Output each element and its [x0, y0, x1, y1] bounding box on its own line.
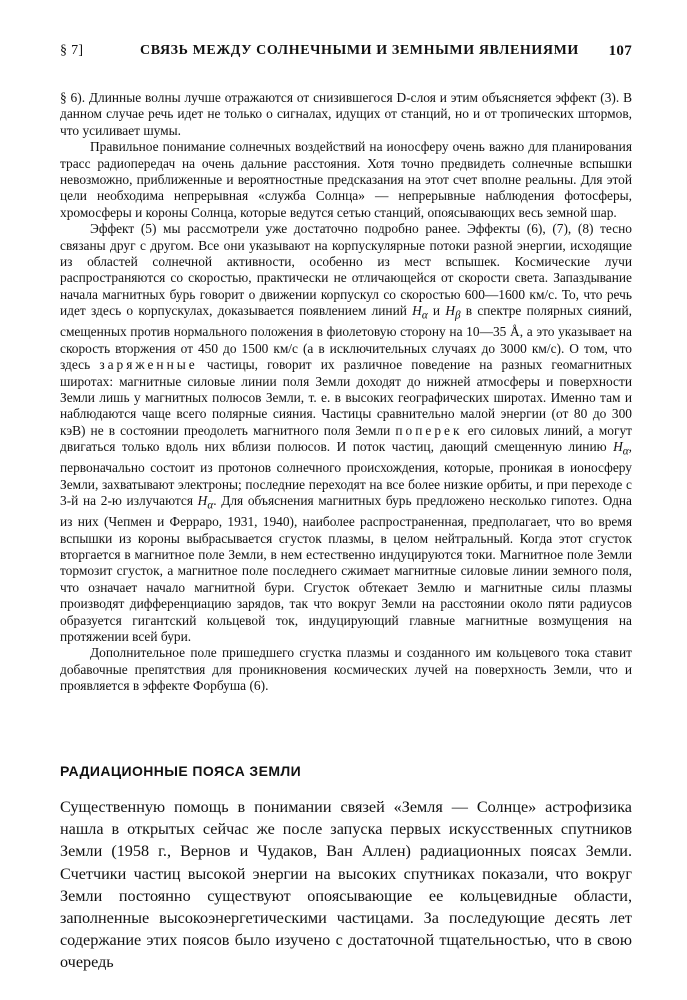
- page-number: 107: [608, 43, 632, 59]
- paragraph-2: Правильное понимание солнечных воздействий на ионосферу очень важно для планирования трасс радиопередач на очень дальние расстояния. Хотя точно предвидеть солнечные вспышки невозможно, приближенные и вероятностные предсказания на этот счет вполне реальны. Для этой цели необходима непрерывная «служба Солнца» — непрерывные наблюдения фотосферы, хромосферы и короны Солнца, которые ведутся сетью станций, опоясывающих весь земной шар.: [60, 139, 632, 220]
- text-run: Эффект (5) мы рассмотрели уже достаточно подробно ранее. Эффекты (6), (7), (8) тесно связаны друг с другом. Все они указывают на корпускулярные потоки разной энергии, исходящие из областей солнечной активности, особенно из мест вспышек. Космические лучи распространяются со скоростью, практически не отличающейся от скорости света. Запаздывание начала магнитных бурь говорит о движении корпускул со скоростью 600—1600 км/с. То, что речь идет здесь о корпускулах, доказывается появлением линий: [60, 221, 632, 319]
- emphasis-across: поперек: [395, 422, 463, 438]
- section-heading: РАДИАЦИОННЫЕ ПОЯСА ЗЕМЛИ: [60, 763, 302, 779]
- paragraph-4: Дополнительное поле пришедшего сгустка плазмы и созданного им кольцевого тока ставит добавочные препятствия для проникновения космических лучей на поверхность Земли, что и проявляется в эффекте Форбуша (6).: [60, 645, 632, 694]
- h-alpha-symbol: $H_\alpha$: [412, 303, 428, 322]
- section-marker: § 7]: [60, 43, 84, 58]
- h-alpha-symbol: $H_\alpha$: [613, 439, 629, 458]
- running-head: [60, 43, 632, 63]
- emphasis-charged: заряженные: [99, 357, 198, 373]
- text-run: и: [427, 303, 446, 319]
- text-run: , первоначально состоит из протонов солнечного происхождения, которые, проникая в ионосферу Земли, захватывают электроны; последние переходят на все более низкие орбиты, и при переходе с 3-й на 2-ю излучаются: [60, 439, 632, 509]
- h-beta-symbol: $H_\beta$: [445, 303, 461, 322]
- text-run: его силовых линий, а могут двигаться только вдоль них вблизи полюсов. И поток частиц, дающий смещенную линию: [60, 422, 632, 455]
- running-title: СВЯЗЬ МЕЖДУ СОЛНЕЧНЫМИ И ЗЕМНЫМИ ЯВЛЕНИЯМИ: [140, 43, 579, 58]
- paragraph-3: [60, 221, 632, 645]
- text-run: . Для объяснения магнитных бурь предложено несколько гипотез. Одна из них (Чепмен и Ферраро, 1931, 1940), наиболее распространенная, предполагает, что во время вспышки из короны выбрасывается сгусток плазмы, в целом нейтральный. Когда этот сгусток вторгается в магнитное поле Земли, в нем естественно индуцируются токи. Магнитное поле Земли тормозит сгусток, а магнитное поле последнего сжимает магнитные силовые линии земного поля, что означает начало магнитной бури. Сгусток обтекает Землю и магнитные силы плазмы производят дифференциацию зарядов, так что вокруг Земли на расстоянии около пяти радиусов образуется гигантский кольцевой ток, индуцирующий главные магнитные возмущения на протяжении всей бури.: [60, 493, 632, 645]
- h-alpha-symbol: $H_\alpha$: [197, 493, 214, 512]
- book-page: [60, 0, 632, 1000]
- section-body: [60, 796, 632, 974]
- main-text: [60, 90, 632, 695]
- text-run: в спектре полярных сияний, смещенных против нормального положения в фиолетовую сторону на 10—35 Å, а это указывает на скорость вторжения от 450 до 1500 км/с (а в исключительных случаях до 3000 км/с). О том, что здесь: [60, 303, 632, 373]
- text-run: частицы, говорит их различное поведение на разных геомагнитных широтах: магнитные силовые линии поля Земли доходят до нижней атмосферы и поверхности Земли лишь у магнитных полюсов Земли, т. е. в высоких географических широтах. Именно там и наблюдаются чаще всего полярные сияния. Частицы сравнительно малой энергии (от 80 до 300 кэВ) не в состоянии преодолеть магнитного поля Земли: [60, 357, 632, 438]
- paragraph-1: § 6). Длинные волны лучше отражаются от снизившегося D-слоя и этим объясняется эффект (3). В данном случае речь идет не только о сигналах, идущих от станций, но и от тропических штормов, что усиливает шумы.: [60, 90, 632, 138]
- paragraph-5: Существенную помощь в понимании связей «Земля — Солнце» астрофизика нашла в открытых сейчас же после запуска первых искусственных спутников Земли (1958 г., Вернов и Чудаков, Ван Аллен) радиационных поясах Земли. Счетчики частиц высокой энергии на высоких спутниках показали, что вокруг Земли постоянно существуют опоясывающие ее кольцевидные области, заполненные высокоэнергетическими частицами. За последующие десять лет содержание этих поясов было изучено с достаточной тщательностью, что в свою очередь: [60, 798, 632, 972]
